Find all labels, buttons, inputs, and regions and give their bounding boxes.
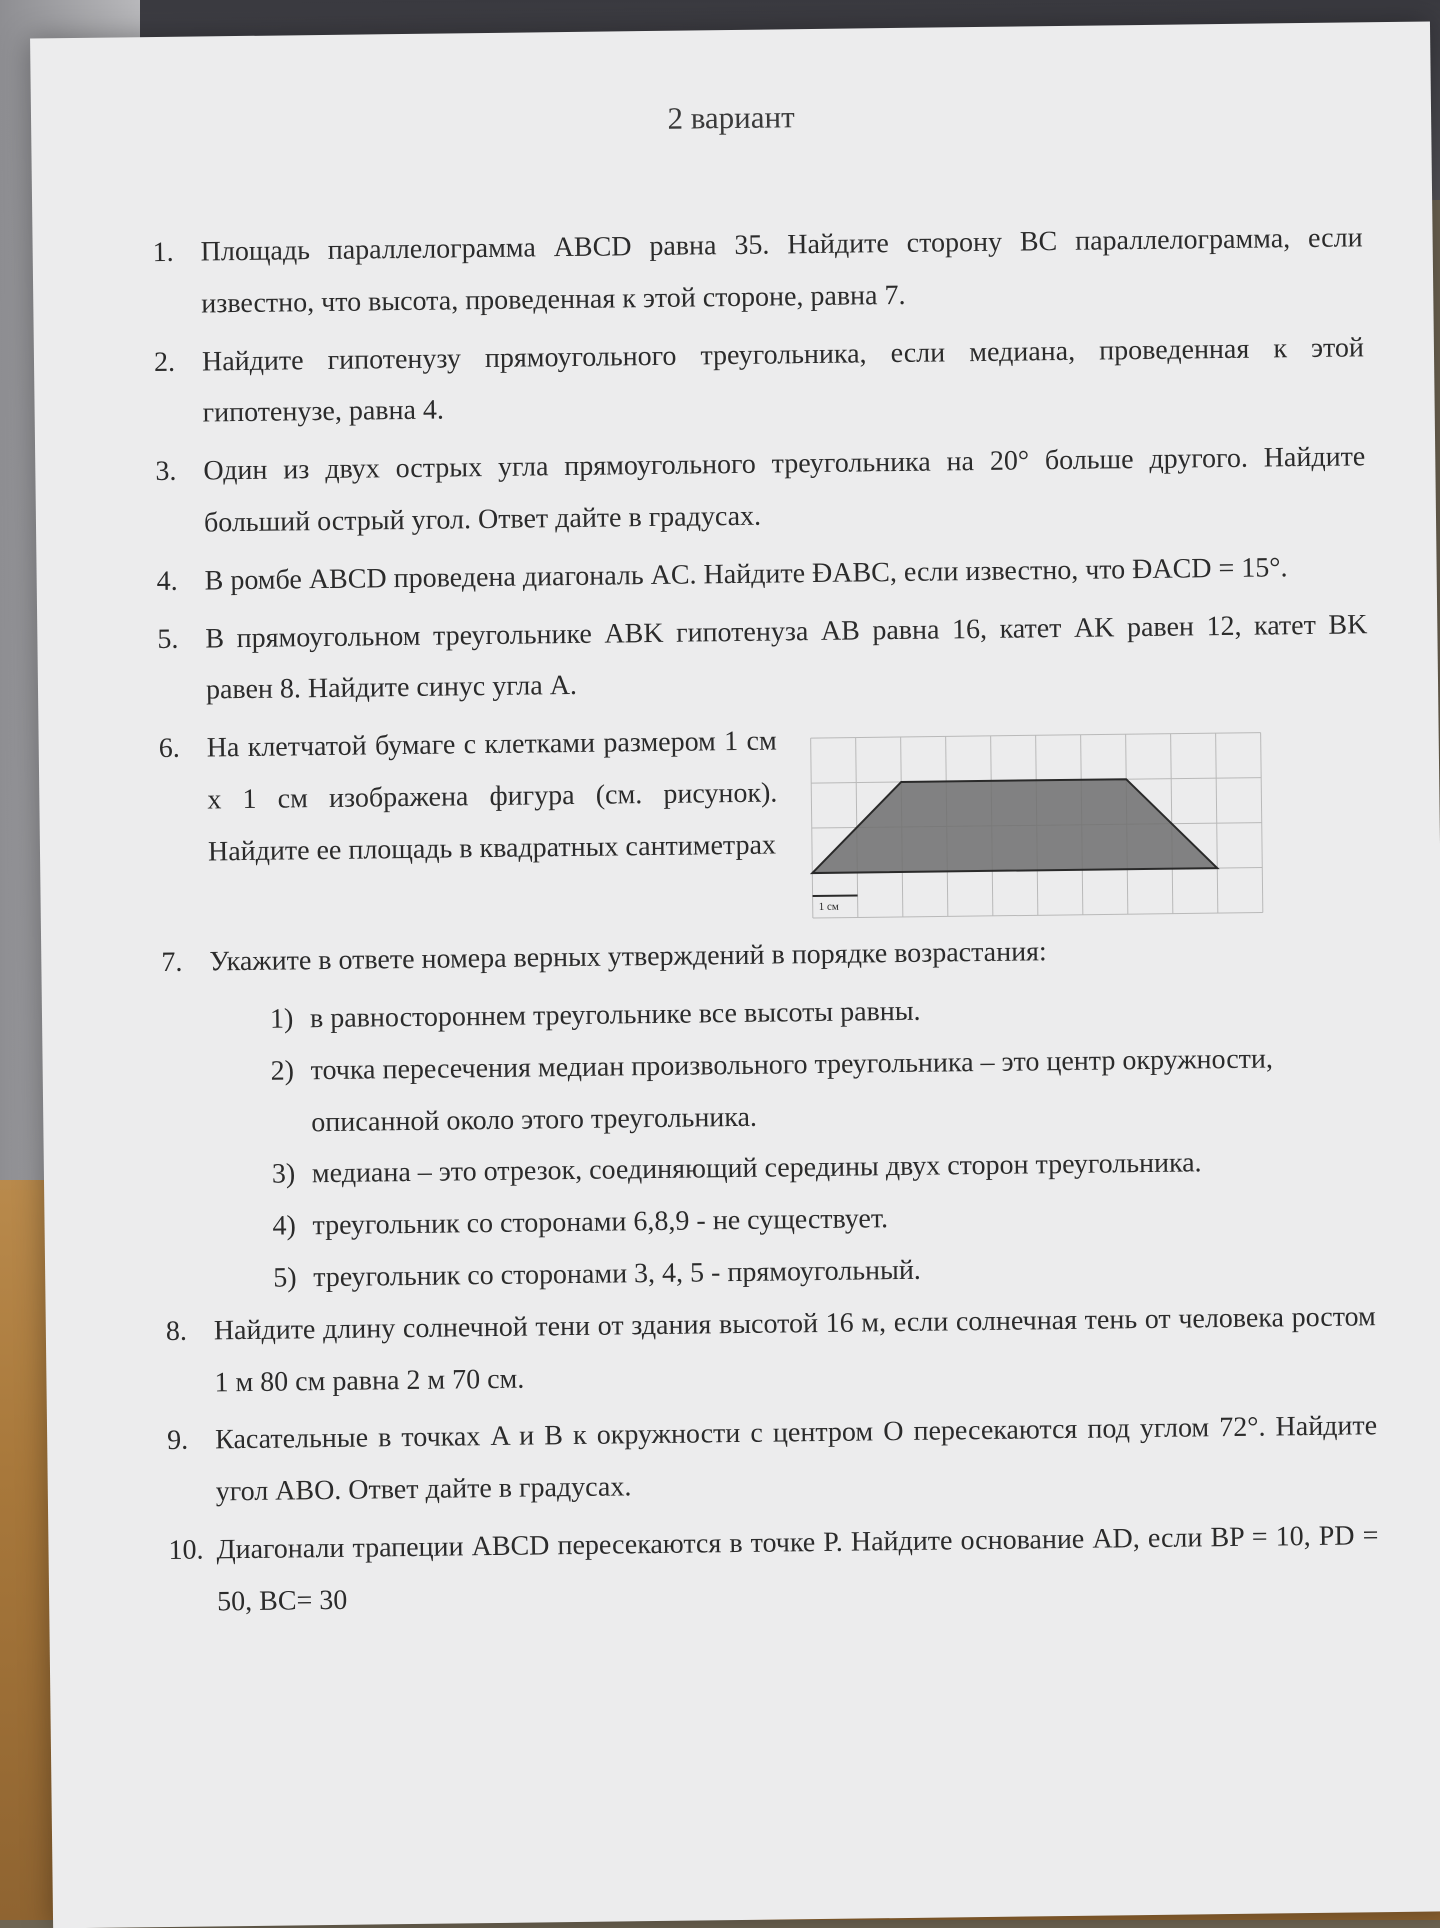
task-number: 4. [156, 565, 178, 597]
option-text: треугольник со сторонами 6,8,9 - не существует. [312, 1203, 889, 1242]
task-text: Площадь параллелограмма ABCD равна 35. Найдите сторону BC параллелограмма, если известно, что высота, проведенная к этой стороне, равна 7. [200, 222, 1363, 320]
option-text: медиана – это отрезок, соединяющий середины двух сторон треугольника. [311, 1147, 1202, 1190]
task-number: 9. [167, 1425, 189, 1457]
task-number: 3. [155, 455, 177, 488]
task-number: 10. [168, 1534, 204, 1566]
task-number: 6. [158, 732, 180, 765]
option-number: 3) [271, 1158, 296, 1191]
option-text: треугольник со сторонами 3, 4, 5 - прямоугольный. [313, 1254, 922, 1294]
task-text: В прямоугольном треугольнике ABK гипотенуза AB равна 16, катет AK равен 12, катет BK равен 8. Найдите синус угла A. [205, 608, 1368, 706]
task-number: 8. [165, 1315, 188, 1347]
option-text: в равностороннем треугольнике все высоты равны. [309, 995, 921, 1035]
task-text: Диагонали трапеции ABCD пересекаются в точке P. Найдите основание AD, если BP = 10, PD = 50, BC= 30 [216, 1520, 1379, 1618]
trapezoid-shape [811, 778, 1217, 873]
task-1 [152, 212, 1363, 330]
grid-figure [801, 728, 1273, 924]
task-9 [167, 1401, 1378, 1519]
option-number: 1) [269, 1003, 294, 1035]
task-7-option-2 [162, 1032, 1373, 1150]
trapezoid-grid-drawing [801, 728, 1273, 924]
task-4 [156, 541, 1367, 608]
scale-bar [813, 896, 858, 897]
task-10 [168, 1510, 1379, 1628]
task-text: Найдите гипотенузу прямоугольного треугольника, если медиана, проведенная к этой гипотенузе, равна 4. [201, 331, 1365, 429]
option-number: 2) [270, 1055, 295, 1087]
task-text: В ромбе ABCD проведена диагональ AC. Найдите ÐABC, если известно, что ÐACD = 15°. [204, 552, 1288, 597]
scale-label: 1 см [818, 900, 839, 914]
option-number: 4) [272, 1210, 297, 1242]
task-8 [166, 1291, 1377, 1409]
task-text: На клетчатой бумаге с клетками размером 1 см х 1 см изображена фигура (см. рисунок). Найдите ее площадь в квадратных сантиметрах [206, 725, 778, 868]
option-number: 5) [273, 1262, 297, 1294]
variant-title: 2 вариант [667, 99, 795, 136]
task-text: Один из двух острых угла прямоугольного треугольника на 20° больше другого. Найдите больший острый угол. Ответ дайте в градусах. [203, 441, 1366, 539]
task-number: 1. [152, 236, 174, 269]
task-6 [158, 708, 1370, 931]
task-list [152, 212, 1379, 1634]
option-text: точка пересечения медиан произвольного треугольника – это центр окружности, описанной около этого треугольника. [310, 1043, 1274, 1138]
task-number: 2. [153, 346, 176, 378]
task-7 [161, 922, 1372, 989]
task-number: 5. [157, 623, 179, 655]
task-text: Найдите длину солнечной тени от здания высотой 16 м, если солнечная тень от человека ростом 1 м 80 см равна 2 м 70 см. [213, 1300, 1376, 1398]
task-text: Укажите в ответе номера верных утверждений в порядке возрастания: [209, 936, 1047, 978]
task-2 [154, 322, 1365, 440]
task-3 [155, 431, 1366, 549]
worksheet-page [30, 21, 1440, 1928]
task-5 [157, 599, 1368, 717]
task-number: 7. [161, 946, 183, 979]
task-text: Касательные в точках A и B к окружности с центром O пересекаются под углом 72°. Найдите угол ABO. Ответ дайте в градусах. [215, 1410, 1378, 1508]
